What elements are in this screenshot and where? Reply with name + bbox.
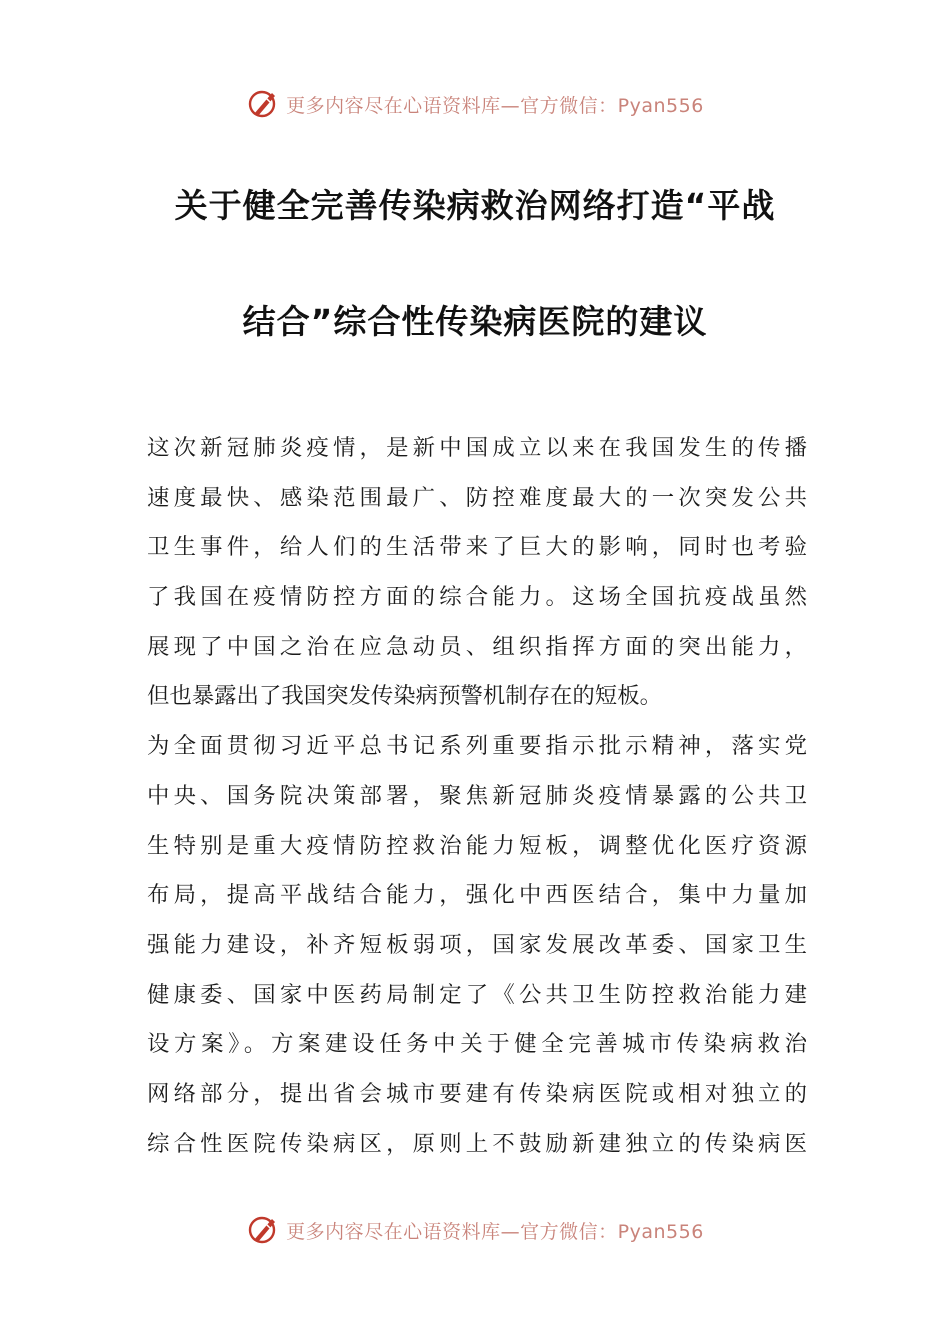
pen-nib-circle-icon	[246, 1213, 280, 1247]
banner-text: 更多内容尽在心语资料库—官方微信：Pyan556	[286, 1220, 704, 1243]
body-line: 展现了中国之治在应急动员、组织指挥方面的突出能力，	[147, 633, 807, 660]
body-line: 速度最快、感染范围最广、防控难度最大的一次突发公共	[147, 484, 807, 511]
body-line: 但也暴露出了我国突发传染病预警机制存在的短板。	[147, 683, 662, 710]
document-body	[147, 428, 807, 1173]
body-line: 卫生事件，给人们的生活带来了巨大的影响，同时也考验	[147, 534, 807, 561]
body-line: 了我国在疫情防控方面的综合能力。这场全国抗疫战虽然	[147, 584, 807, 611]
body-line: 健康委、国家中医药局制定了《公共卫生防控救治能力建	[147, 981, 807, 1008]
body-line: 这次新冠肺炎疫情，是新中国成立以来在我国发生的传播	[147, 435, 807, 461]
body-line: 中央、国务院决策部署，聚焦新冠肺炎疫情暴露的公共卫	[147, 782, 807, 809]
body-line: 强能力建设，补齐短板弱项，国家发展改革委、国家卫生	[147, 931, 807, 958]
body-line: 设方案》。方案建设任务中关于健全完善城市传染病救治	[147, 1031, 807, 1058]
document-title-line-1: 关于健全完善传染病救治网络打造“平战	[174, 186, 776, 225]
document-title-line-2: 结合”综合性传染病医院的建议	[242, 302, 708, 341]
body-line: 为全面贯彻习近平总书记系列重要指示批示精神，落实党	[147, 733, 807, 760]
pen-nib-circle-icon	[246, 87, 280, 121]
body-line: 综合性医院传染病区，原则上不鼓励新建独立的传染病医	[147, 1130, 807, 1157]
banner-text: 更多内容尽在心语资料库—官方微信：Pyan556	[286, 94, 704, 117]
body-line: 网络部分，提出省会城市要建有传染病医院或相对独立的	[147, 1080, 807, 1107]
header-banner	[0, 84, 950, 124]
body-line: 布局，提高平战结合能力，强化中西医结合，集中力量加	[147, 882, 807, 909]
body-line: 生特别是重大疫情防控救治能力短板，调整优化医疗资源	[147, 832, 807, 859]
footer-banner	[0, 1210, 950, 1250]
